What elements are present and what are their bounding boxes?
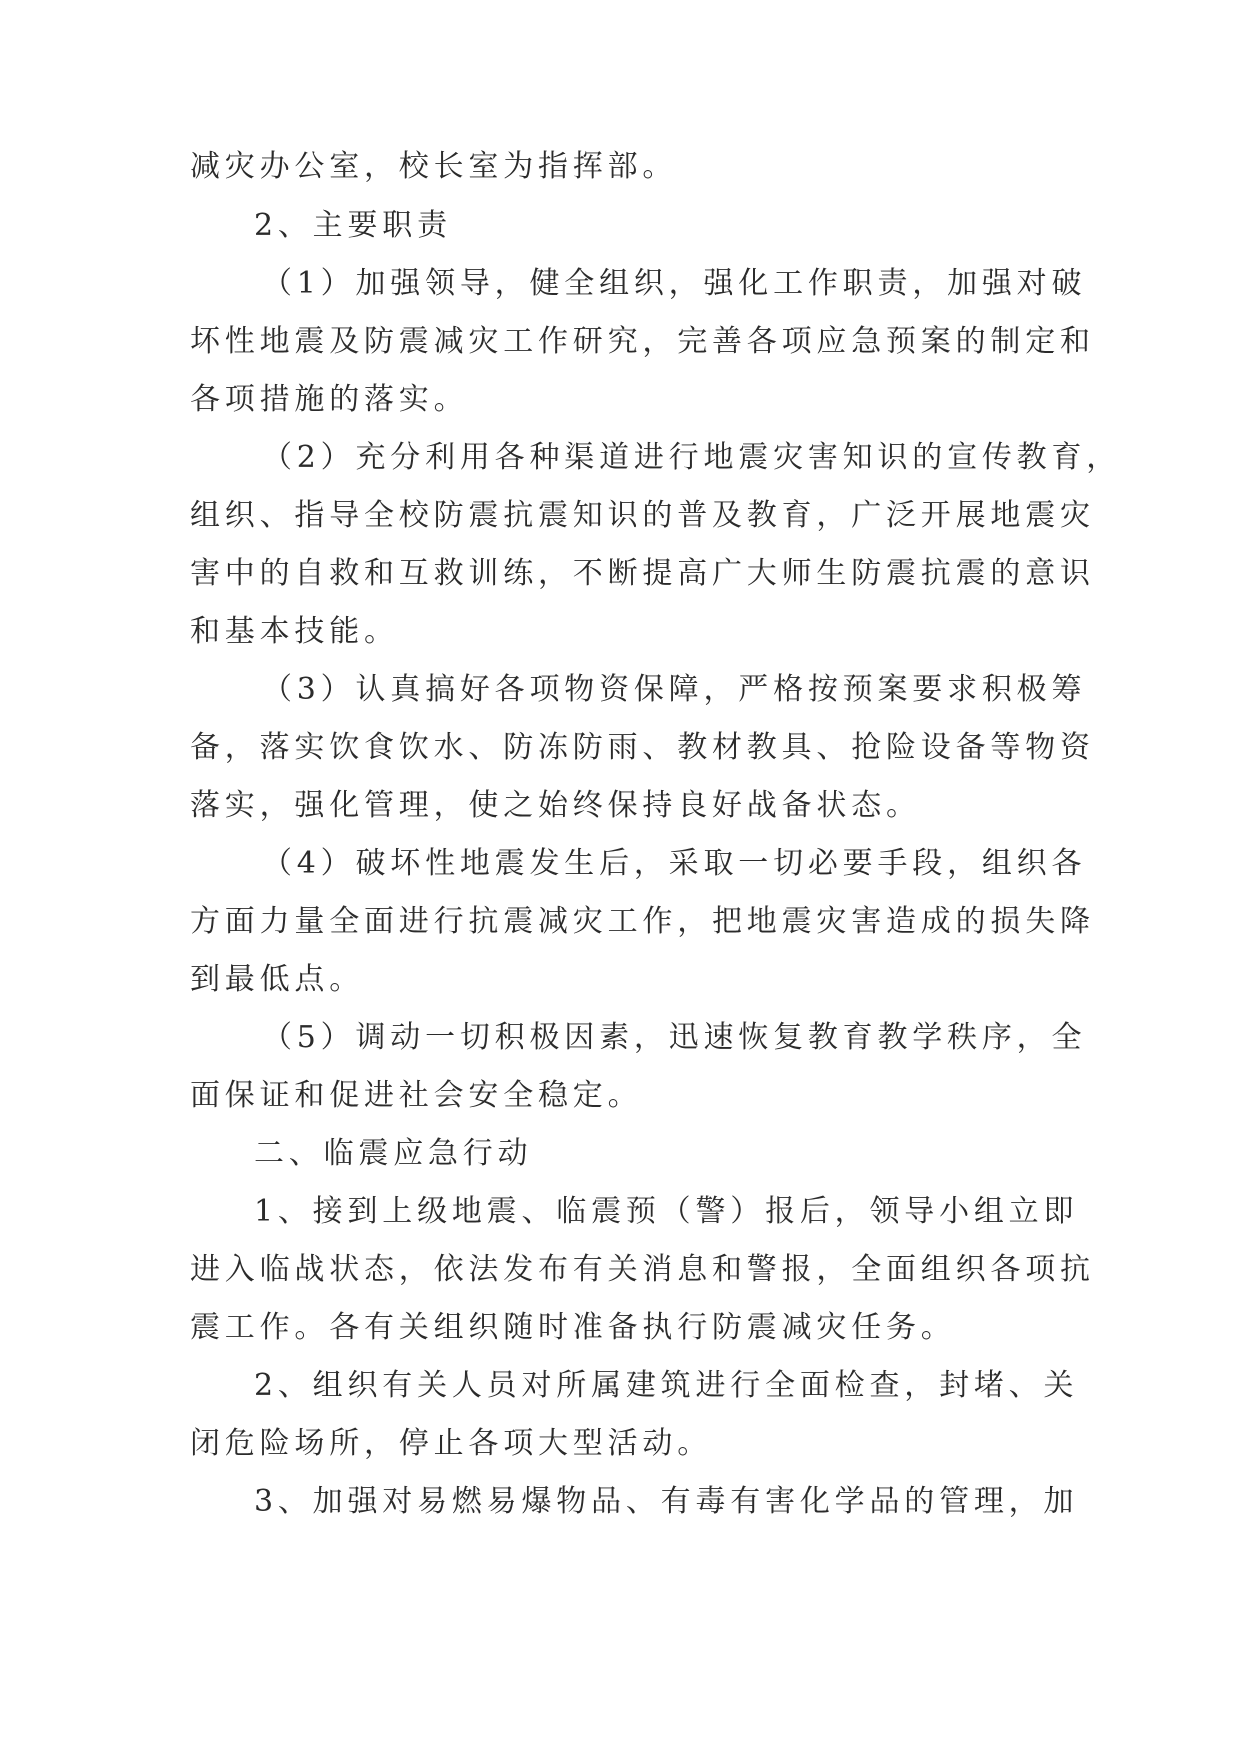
text-line: 闭危险场所，停止各项大型活动。 xyxy=(190,1426,712,1461)
text-line: 2、组织有关人员对所属建筑进行全面检查，封堵、关 xyxy=(254,1368,1079,1403)
text-line: 减灾办公室，校长室为指挥部。 xyxy=(190,149,678,184)
text-line: 落实，强化管理，使之始终保持良好战备状态。 xyxy=(190,788,921,823)
text-line: 害中的自救和互救训练，不断提高广大师生防震抗震的意识 xyxy=(190,556,1095,591)
text-line: 坏性地震及防震减灾工作研究，完善各项应急预案的制定和 xyxy=(190,324,1095,359)
text-line: （2）充分利用各种渠道进行地震灾害知识的宣传教育， xyxy=(262,440,1122,475)
text-line: 方面力量全面进行抗震减灾工作，把地震灾害造成的损失降 xyxy=(190,904,1095,939)
text-line: 面保证和促进社会安全稳定。 xyxy=(190,1078,643,1113)
text-line: （4）破坏性地震发生后，采取一切必要手段，组织各 xyxy=(262,846,1087,881)
text-line: 备，落实饮食饮水、防冻防雨、教材教具、抢险设备等物资 xyxy=(190,730,1095,765)
text-line: 3、加强对易燃易爆物品、有毒有害化学品的管理，加 xyxy=(254,1484,1079,1519)
text-line: 进入临战状态，依法发布有关消息和警报，全面组织各项抗 xyxy=(190,1252,1095,1287)
text-line: （3）认真搞好各项物资保障，严格按预案要求积极筹 xyxy=(262,672,1087,707)
text-line: （5）调动一切积极因素，迅速恢复教育教学秩序，全 xyxy=(262,1020,1087,1055)
text-line: （1）加强领导，健全组织，强化工作职责，加强对破 xyxy=(262,266,1087,301)
text-line: 震工作。各有关组织随时准备执行防震减灾任务。 xyxy=(190,1310,956,1345)
text-line: 1、接到上级地震、临震预（警）报后，领导小组立即 xyxy=(254,1194,1079,1229)
text-line: 各项措施的落实。 xyxy=(190,382,469,417)
text-line: 组织、指导全校防震抗震知识的普及教育，广泛开展地震灾 xyxy=(190,498,1095,533)
section-heading: 二、临震应急行动 xyxy=(254,1136,533,1171)
text-line: 到最低点。 xyxy=(190,962,364,997)
section-heading: 2、主要职责 xyxy=(254,208,452,243)
text-line: 和基本技能。 xyxy=(190,614,399,649)
